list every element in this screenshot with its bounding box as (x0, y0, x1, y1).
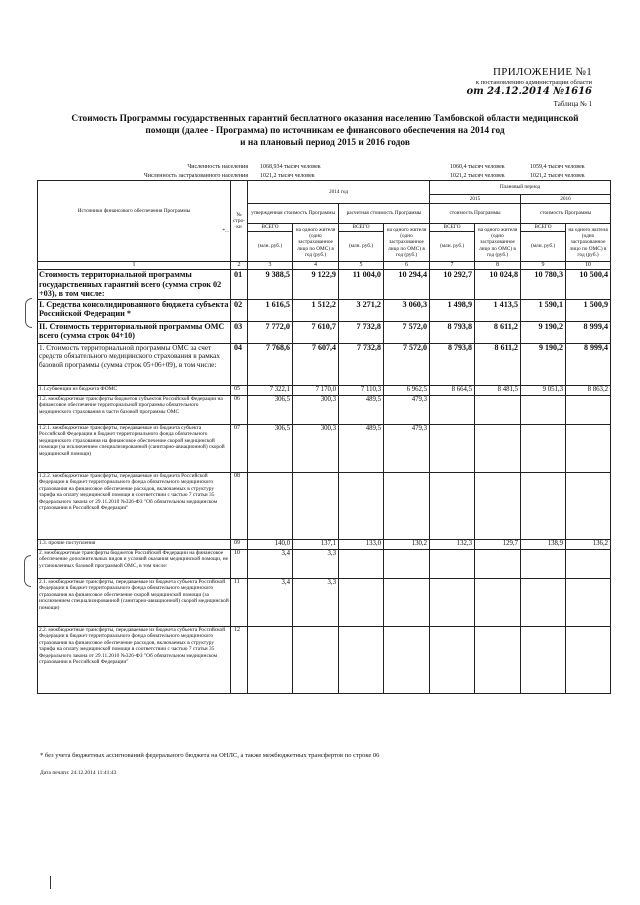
header-total: ВСЕГО (430, 224, 475, 232)
row-label: 1.3. прочие поступления (38, 539, 231, 549)
row-value (293, 472, 339, 539)
row-value: 3,3 (293, 549, 339, 578)
row-value: 9 388,5 (248, 270, 293, 300)
row-value: 7 322,1 (248, 385, 293, 395)
row-value: 8 611,2 (475, 321, 521, 343)
table-row (38, 270, 611, 300)
header-row-number: № стро-ки (231, 181, 248, 262)
row-value (475, 395, 521, 424)
row-value: 11 004,0 (339, 270, 384, 300)
row-value (566, 549, 611, 578)
row-label: 1.2.2. межбюджетные трансферты, передаваемые из бюджета Российской Федерации в бюджет территориального фонда обязательного медицинского страхования на финансовое обеспечение расходов, включаемых в структуру тарифа на оплату медицинской помощи в соответствии с частью 7 статьи 35 Федерального закона от 29.11.2010 №326-ФЗ "Об обязательном медицинском страховании в Российской Федерации" (38, 472, 231, 539)
row-value (339, 472, 384, 539)
row-label: 2. межбюджетные трансферты бюджетов Российской Федерации на финансовое обеспечение дополнительных видов и условий оказания медицинской помощи, не установленных базовой программой ОМС, в том числе: (38, 549, 231, 578)
row-value (475, 472, 521, 539)
row-code: 12 (231, 626, 248, 693)
row-value (475, 578, 521, 626)
row-value: 7 768,6 (248, 343, 293, 385)
row-value: 136,2 (566, 539, 611, 549)
row-value: 7 772,0 (248, 321, 293, 343)
row-value (566, 626, 611, 693)
table-row (38, 472, 611, 539)
row-value (521, 424, 566, 472)
header-2016: 2016 (521, 195, 611, 204)
row-value: 9 190,2 (521, 343, 566, 385)
header-cost-2016: стоимость Программы (521, 204, 611, 224)
population-label: Численность населения (187, 164, 248, 170)
row-value (384, 578, 430, 626)
table-number: Таблица № 1 (553, 100, 592, 108)
header-total: ВСЕГО (248, 224, 293, 232)
header-per-person: на одного жителя (одно застрахованное лицо по ОМС) в год (руб.) (566, 224, 611, 262)
ins-2015: 1021,2 тысяч человек (450, 173, 505, 179)
row-value (430, 395, 475, 424)
row-value: 10 294,4 (384, 270, 430, 300)
row-value: 306,5 (248, 395, 293, 424)
row-value: 7 572,0 (384, 321, 430, 343)
row-value: 133,0 (339, 539, 384, 549)
row-value: 10 780,3 (521, 270, 566, 300)
header-total-unit: (млн. руб.) (521, 232, 566, 262)
row-value: 7 607,4 (293, 343, 339, 385)
pop-2014: 1068,934 тысяч человек (260, 164, 321, 170)
row-value: 7 732,8 (339, 343, 384, 385)
colnum: 10 (566, 262, 611, 270)
appendix-subtitle: к постановлению администрации области (475, 79, 592, 86)
row-value (430, 578, 475, 626)
row-code: 06 (231, 395, 248, 424)
colnum: 3 (248, 262, 293, 270)
row-label: 2.2. межбюджетные трансферты, передаваемые из бюджета субъекта Российской Федерации в бюджет территориального фонда обязательного медицинского страхования на финансовое обеспечение расходов, включаемых в структуру тарифа на оплату медицинской помощи в соответствии с частью 7 статьи 35 Федерального закона от 29.11.2010 №326-ФЗ "Об обязательном медицинском страховании в Российской Федерации" (38, 626, 231, 693)
row-value: 8 793,8 (430, 343, 475, 385)
print-date: Дата печати: 24.12.2014 11:41:43 (40, 770, 117, 776)
row-value: 1 616,5 (248, 299, 293, 321)
row-code: 10 (231, 549, 248, 578)
row-value: 7 170,0 (293, 385, 339, 395)
row-value (521, 395, 566, 424)
header-plan: Плановый период (430, 181, 611, 195)
row-value (384, 472, 430, 539)
row-value: 7 110,3 (339, 385, 384, 395)
row-value (430, 549, 475, 578)
header-per-person: на одного жителя (одно застрахованное лицо по ОМС) в год (руб.) (475, 224, 521, 262)
colnum: 6 (384, 262, 430, 270)
row-value (521, 578, 566, 626)
table-row (38, 395, 611, 424)
row-label: II. Стоимость территориальной программы ОМС всего (сумма строк 04+10) (38, 321, 231, 343)
row-value: 489,5 (339, 395, 384, 424)
row-value (384, 549, 430, 578)
row-code: 01 (231, 270, 248, 300)
row-value: 1 413,5 (475, 299, 521, 321)
row-value: 1 512,2 (293, 299, 339, 321)
row-value: 10 024,8 (475, 270, 521, 300)
margin-bracket (25, 298, 32, 328)
ins-2014: 1021,2 тысяч человек (260, 173, 315, 179)
row-value: 7 572,0 (384, 343, 430, 385)
row-code: 04 (231, 343, 248, 385)
appendix-handwritten-date: от 24.12.2014 №1616 (466, 86, 592, 97)
header-cost-2015: стоимость Программы (430, 204, 521, 224)
row-value: 140,0 (248, 539, 293, 549)
row-value (248, 626, 293, 693)
row-value (339, 578, 384, 626)
margin-bracket (24, 555, 31, 587)
scan-mark (50, 876, 51, 889)
pop-2015: 1060,4 тысяч человек (450, 164, 505, 170)
row-code: 09 (231, 539, 248, 549)
row-value (566, 472, 611, 539)
row-value: 3 060,3 (384, 299, 430, 321)
row-value: 479,3 (384, 424, 430, 472)
row-value (430, 424, 475, 472)
row-value (566, 395, 611, 424)
row-label: 1. Стоимость территориальной программы ОМС за счет средств обязательного медицинского страхования в рамках базовой программы (сумма строк 05+06+09), в том числе: (38, 343, 231, 385)
row-value: 3,3 (293, 578, 339, 626)
row-label: 1.2.1. межбюджетные трансферты, передаваемые из бюджета субъекта Российской Федерации в бюджет территориального фонда обязательного медицинского страхования на финансовое обеспечение скорой медицинской помощи (за исключением специализированной (санитарно-авиационной) скорой медицинской помощи) (38, 424, 231, 472)
row-value: 6 962,5 (384, 385, 430, 395)
colnum: 2 (231, 262, 248, 270)
row-value: 300,3 (293, 424, 339, 472)
header-per-person: на одного жителя (одно застрахованное лицо по ОМС) в год (руб.) (384, 224, 430, 262)
row-value: 10 292,7 (430, 270, 475, 300)
colnum: 1 (38, 262, 231, 270)
appendix-title: ПРИЛОЖЕНИЕ №1 (493, 66, 592, 78)
row-value (384, 626, 430, 693)
colnum: 8 (475, 262, 521, 270)
header-2014: 2014 год (248, 181, 430, 204)
row-value: 130,2 (384, 539, 430, 549)
row-value: 8 999,4 (566, 343, 611, 385)
insured-population-label: Численность застрахованного населения (143, 173, 248, 179)
table-row (38, 626, 611, 693)
header-per-person: на одного жителя (одно застрахованное лицо по ОМС) в год (руб.) (293, 224, 339, 262)
header-total-unit: (млн. руб.) (248, 232, 293, 262)
row-label: 2.1. межбюджетные трансферты, передаваемые из бюджета субъекта Российской Федерации в бюджет территориального фонда обязательного медицинского страхования на финансовое обеспечение скорой медицинской помощи (за исключением специализированной (санитарно-авиационной) скорой медицинской помощи) (38, 578, 231, 626)
row-value (475, 626, 521, 693)
header-total: ВСЕГО (521, 224, 566, 232)
footnote: * без учета бюджетных ассигнований федерального бюджета на ОНЛС, а также межбюджетных трансфертов по строке 06 (40, 752, 380, 759)
header-2015: 2015 (430, 195, 521, 204)
row-value (339, 549, 384, 578)
row-value: 3,4 (248, 549, 293, 578)
row-value: 138,9 (521, 539, 566, 549)
table-row (38, 578, 611, 626)
table-row (38, 424, 611, 472)
row-value: 1 590,1 (521, 299, 566, 321)
row-code: 08 (231, 472, 248, 539)
colnum: 7 (430, 262, 475, 270)
row-value: 9 051,3 (521, 385, 566, 395)
colnum: 9 (521, 262, 566, 270)
document-title (40, 113, 610, 149)
row-value (566, 578, 611, 626)
row-value (566, 424, 611, 472)
row-value: 3,4 (248, 578, 293, 626)
header-calc: расчетная стоимость Программы (339, 204, 430, 224)
ins-2016: 1021,2 тысяч человек (530, 173, 585, 179)
table-row (38, 539, 611, 549)
table-row (38, 385, 611, 395)
row-code: 03 (231, 321, 248, 343)
row-value: 300,3 (293, 395, 339, 424)
header-total: ВСЕГО (339, 224, 384, 232)
title-line-1: Стоимость Программы государственных гарантий бесплатного оказания населению Тамбовской области медицинской (71, 114, 579, 124)
row-value: 10 500,4 (566, 270, 611, 300)
row-value (521, 626, 566, 693)
row-value (430, 472, 475, 539)
row-value: 3 271,2 (339, 299, 384, 321)
row-value: 8 863,2 (566, 385, 611, 395)
row-value: 489,5 (339, 424, 384, 472)
row-value (339, 626, 384, 693)
colnum: 4 (293, 262, 339, 270)
header-approved: утвержденная стоимость Программы (248, 204, 339, 224)
title-line-2: помощи (далее - Программа) по источникам ее финансового обеспечения на 2014 год (145, 126, 505, 136)
colnum: 5 (339, 262, 384, 270)
row-label: 1.2. межбюджетные трансферты бюджетов субъектов Российской Федерации на финансовое обеспечение территориальной программы обязательного медицинского страхования в части базовой программы ОМС (38, 395, 231, 424)
table-row (38, 299, 611, 321)
row-label: I. Средства консолидированного бюджета субъекта Российской Федерации * (38, 299, 231, 321)
row-value: 8 664,5 (430, 385, 475, 395)
row-value (475, 424, 521, 472)
row-value (521, 549, 566, 578)
row-value: 137,1 (293, 539, 339, 549)
row-value: 7 610,7 (293, 321, 339, 343)
column-numbers-row (38, 262, 611, 270)
row-value: 1 498,9 (430, 299, 475, 321)
row-value (521, 472, 566, 539)
row-value: 129,7 (475, 539, 521, 549)
row-value: 9 190,2 (521, 321, 566, 343)
row-value: 7 732,8 (339, 321, 384, 343)
row-code: 05 (231, 385, 248, 395)
row-value (475, 549, 521, 578)
row-label: Стоимость территориальной программы государственных гарантий всего (сумма строк 02 +03), в том числе: (38, 270, 231, 300)
cost-table (37, 180, 611, 694)
row-value: 1 500,9 (566, 299, 611, 321)
row-value: 479,3 (384, 395, 430, 424)
row-value: 9 122,9 (293, 270, 339, 300)
row-value: 8 481,5 (475, 385, 521, 395)
row-value: 8 793,8 (430, 321, 475, 343)
row-value: 306,5 (248, 424, 293, 472)
title-line-3: и на плановый период 2015 и 2016 годов (240, 138, 410, 148)
table-row (38, 343, 611, 385)
table-row (38, 321, 611, 343)
header-total-unit: (млн. руб.) (339, 232, 384, 262)
row-code: 07 (231, 424, 248, 472)
row-value: 8 611,2 (475, 343, 521, 385)
row-value: 8 999,4 (566, 321, 611, 343)
row-value (248, 472, 293, 539)
row-label: 1.1.субвенции из бюджета ФОМС (38, 385, 231, 395)
header-total-unit: (млн. руб.) (430, 232, 475, 262)
row-code: 11 (231, 578, 248, 626)
row-code: 02 (231, 299, 248, 321)
table-row (38, 549, 611, 578)
pop-2016: 1059,4 тысяч человек (530, 164, 585, 170)
row-value: 132,3 (430, 539, 475, 549)
row-value (430, 626, 475, 693)
header-source: Источники финансового обеспечения Программы *... (38, 181, 231, 262)
row-value (293, 626, 339, 693)
appendix-block (380, 66, 592, 108)
